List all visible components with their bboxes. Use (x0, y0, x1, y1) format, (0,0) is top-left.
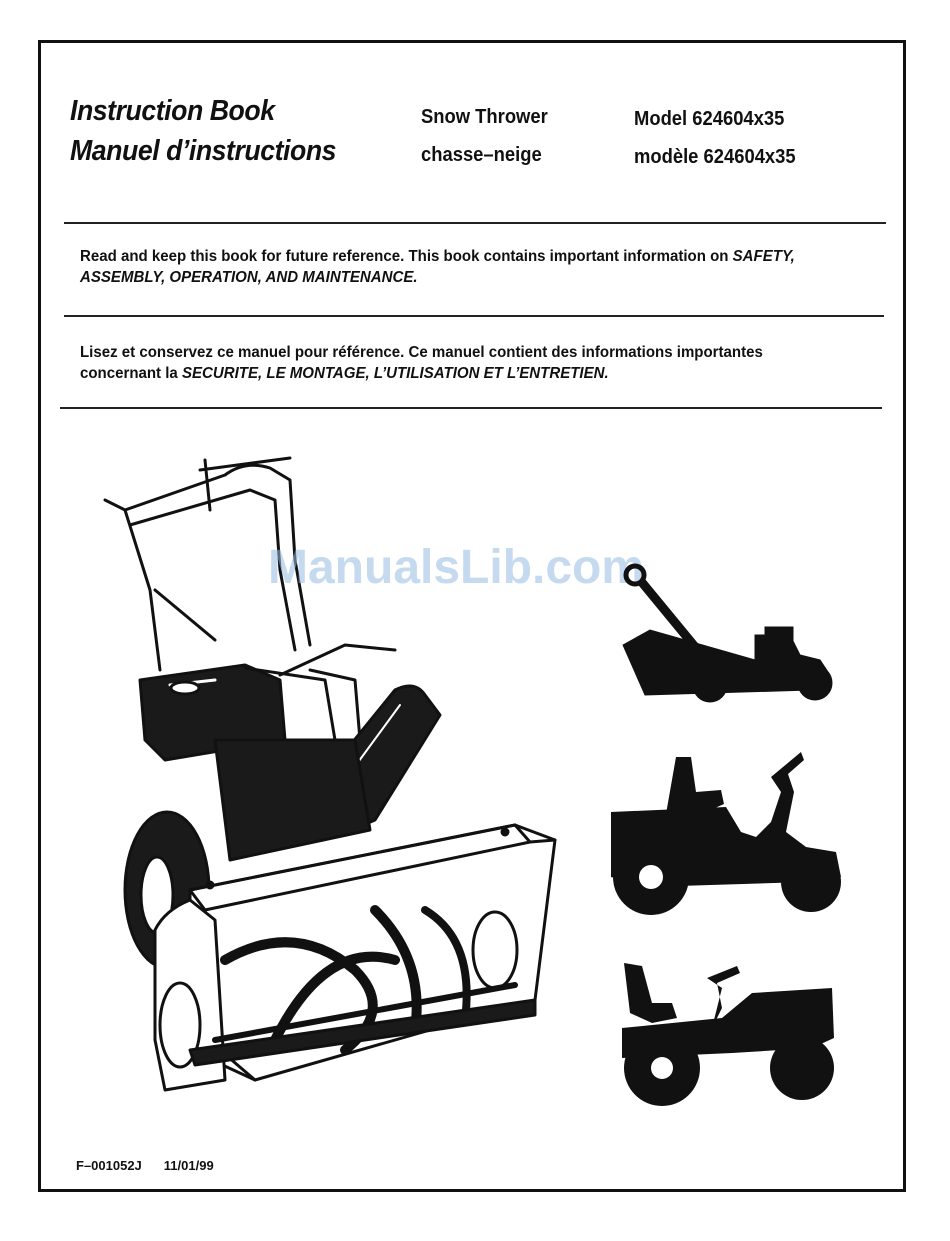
product-english: Snow Thrower (421, 106, 548, 128)
form-number: F–001052J (76, 1158, 142, 1173)
footer (76, 1158, 214, 1173)
notice-english-text: Read and keep this book for future reference. This book contains important information on (80, 248, 733, 265)
notice-english (80, 246, 832, 288)
riding-tractor-silhouette (606, 752, 846, 917)
notice-french (80, 342, 823, 384)
title-english: Instruction Book (70, 95, 275, 127)
notice-french-emphasis: SECURITE, LE MONTAGE, L’UTILISATION ET L’ENTRETIEN. (181, 365, 609, 382)
divider-middle (64, 315, 884, 317)
footer-date: 11/01/99 (163, 1158, 214, 1173)
product-french: chasse–neige (421, 144, 542, 166)
notice-french-text: Lisez et conservez ce manuel pour référence. Ce manuel contient des informations importantes concernant la (80, 344, 763, 382)
model-english: Model 624604x35 (634, 108, 785, 130)
divider-top (64, 222, 886, 224)
watermark: ManualsLib.com (268, 541, 645, 594)
lawn-tractor-silhouette (612, 958, 842, 1108)
title-french: Manuel d’instructions (70, 135, 337, 167)
divider-bottom (60, 407, 882, 409)
notice-english-emphasis: SAFETY, ASSEMBLY, OPERATION, AND MAINTENANCE. (80, 248, 795, 286)
model-french: modèle 624604x35 (634, 146, 796, 168)
lawn-mower-silhouette (615, 555, 840, 710)
